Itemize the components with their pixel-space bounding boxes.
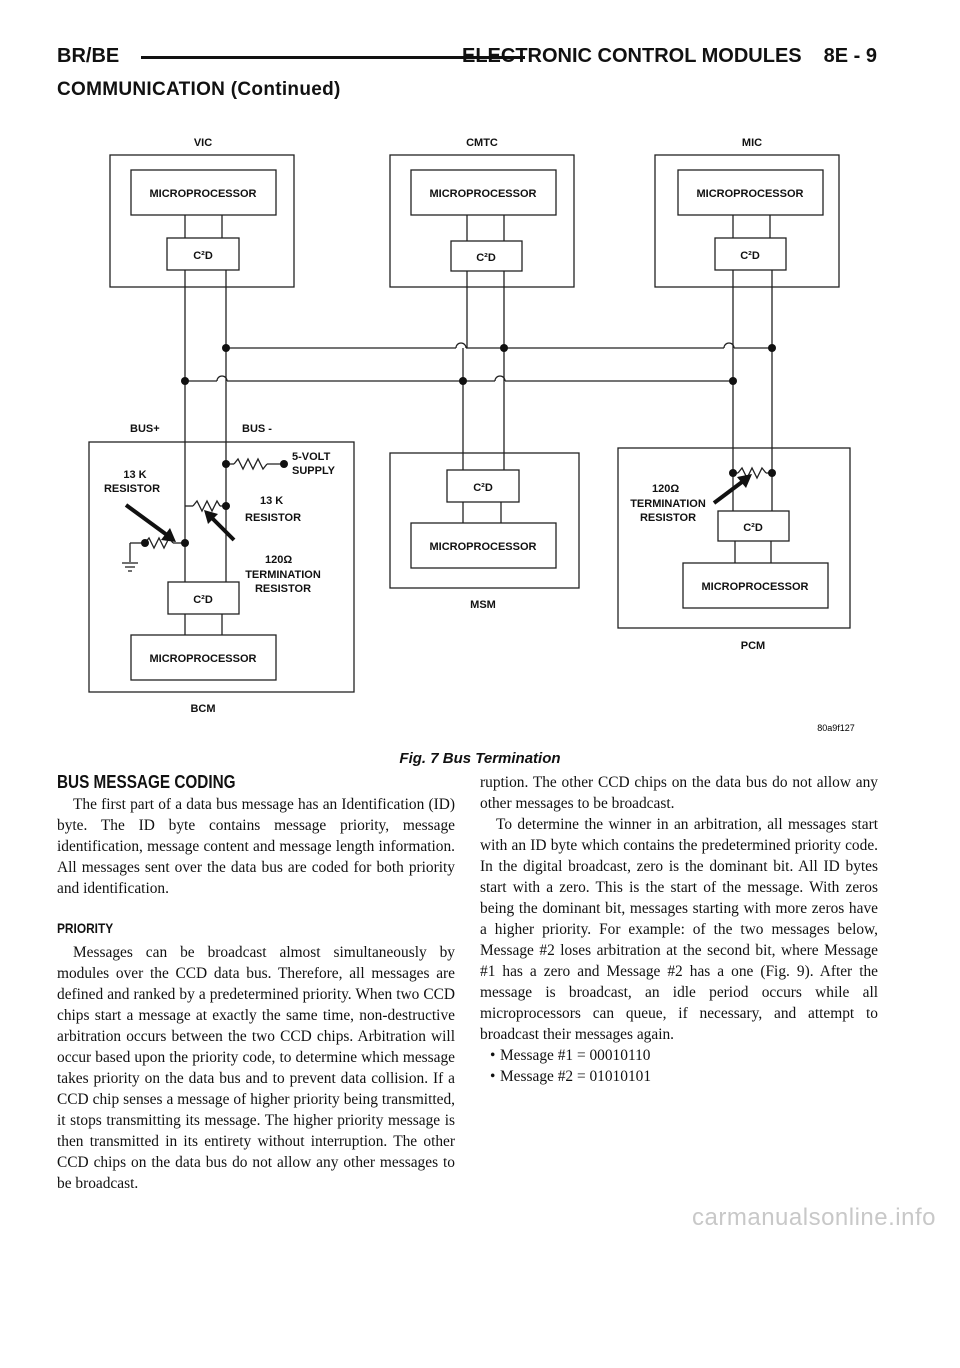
bus-plus-label: BUS+ — [130, 423, 160, 435]
mic-microprocessor: MICROPROCESSOR — [696, 188, 804, 200]
pcm-microprocessor: MICROPROCESSOR — [701, 581, 809, 593]
priority-heading: PRIORITY — [57, 920, 114, 936]
priority-paragraph-1-continued: ruption. The other CCD chips on the data bus do not allow any other messages to be broadcast. — [480, 774, 878, 812]
intro-paragraph: The first part of a data bus message has an Identification (ID) byte. The ID byte contains message priority, message identification, message content and message length information. All messages sent over the data bus are coded for both priority and identification. — [57, 796, 455, 897]
bus-minus-label: BUS - — [242, 423, 272, 435]
bcm-term-label-1: TERMINATION — [245, 569, 321, 581]
message-2-bullet: • Message #2 = 01010101 — [480, 1066, 878, 1087]
bcm-microprocessor: MICROPROCESSOR — [149, 653, 257, 665]
pcm-term-label-1: TERMINATION — [630, 498, 706, 510]
msm-c2d: C²D — [473, 482, 493, 494]
supply-label-2: SUPPLY — [292, 465, 336, 477]
bcm-13k-label-2: RESISTOR — [103, 483, 161, 495]
bcm-13k-label-1: 13 K — [123, 469, 147, 481]
priority-paragraph-1: Messages can be broadcast almost simultaneously by modules over the CCD data bus. Therefore, all messages are defined and ranked by a predetermined priority. When two CCD chips start a message at exactly the same time, non-destructive arbitration occurs between the two CCD chips. Arbitration will occur based upon the priority code, to determine which message takes priority on the data bus and to prevent data collision. If a CCD chip senses a message of higher priority being transmitted, it stops transmitting its message. The higher priority message is then transmitted in its entirety without interruption. The other CCD chips on the data bus do not allow any other messages to be broadcast. — [57, 944, 455, 1192]
pcm-c2d: C²D — [743, 522, 763, 534]
vic-microprocessor: MICROPROCESSOR — [149, 188, 257, 200]
page-number: 8E - 9 — [823, 45, 877, 67]
mic-c2d: C²D — [740, 250, 760, 262]
left-column — [57, 772, 455, 1368]
figure-caption: Fig. 7 Bus Termination — [399, 750, 561, 767]
bcm-term-value: 120Ω — [265, 554, 293, 566]
bcm-term-label-2: RESISTOR — [254, 583, 312, 595]
bus-message-coding-heading: BUS MESSAGE CODING — [57, 772, 236, 792]
cmtc-label: CMTC — [466, 137, 498, 149]
section-title: COMMUNICATION (Continued) — [57, 79, 341, 100]
pcm-term-value: 120Ω — [652, 483, 680, 495]
header-title: ELECTRONIC CONTROL MODULES — [462, 45, 802, 67]
bcm-13k-b-label-1: 13 K — [260, 495, 284, 507]
header-model: BR/BE — [57, 45, 120, 67]
cmtc-microprocessor: MICROPROCESSOR — [429, 188, 537, 200]
bcm-label: BCM — [190, 703, 216, 715]
pcm-term-label-2: RESISTOR — [639, 512, 697, 524]
cmtc-c2d: C²D — [476, 252, 496, 264]
priority-paragraph-2: To determine the winner in an arbitration, all messages start with an ID byte which contains the predetermined priority code. In the digital broadcast, zero is the dominant bit. All ID bytes start with a zero. This is the start of the message. With zeros being the dominant bit, messages starting with more zeros have a higher priority. For example: of the two messages below, Message #2 loses arbitration at the second bit, where Message #1 has a zero and Message #2 has a one (Fig. 9). After the message is broadcast, an idle period occurs while all microprocessors can queue, if necessary, and attempt to broadcast their messages again. — [480, 816, 878, 1043]
message-1-bullet: • Message #1 = 00010110 — [480, 1045, 878, 1066]
bcm-c2d: C²D — [193, 594, 213, 606]
bcm-13k-b-label-2: RESISTOR — [245, 512, 302, 524]
vic-label: VIC — [193, 137, 213, 149]
msm-label: MSM — [470, 599, 496, 611]
msm-microprocessor: MICROPROCESSOR — [429, 541, 537, 553]
mic-label: MIC — [741, 137, 763, 149]
pcm-label: PCM — [740, 640, 766, 652]
supply-label-1: 5-VOLT — [292, 451, 331, 463]
figure-id: 80a9f127 — [817, 723, 855, 733]
right-column — [480, 772, 878, 1087]
watermark: carmanualsonline.info — [692, 1204, 936, 1231]
vic-c2d: C²D — [193, 250, 213, 262]
